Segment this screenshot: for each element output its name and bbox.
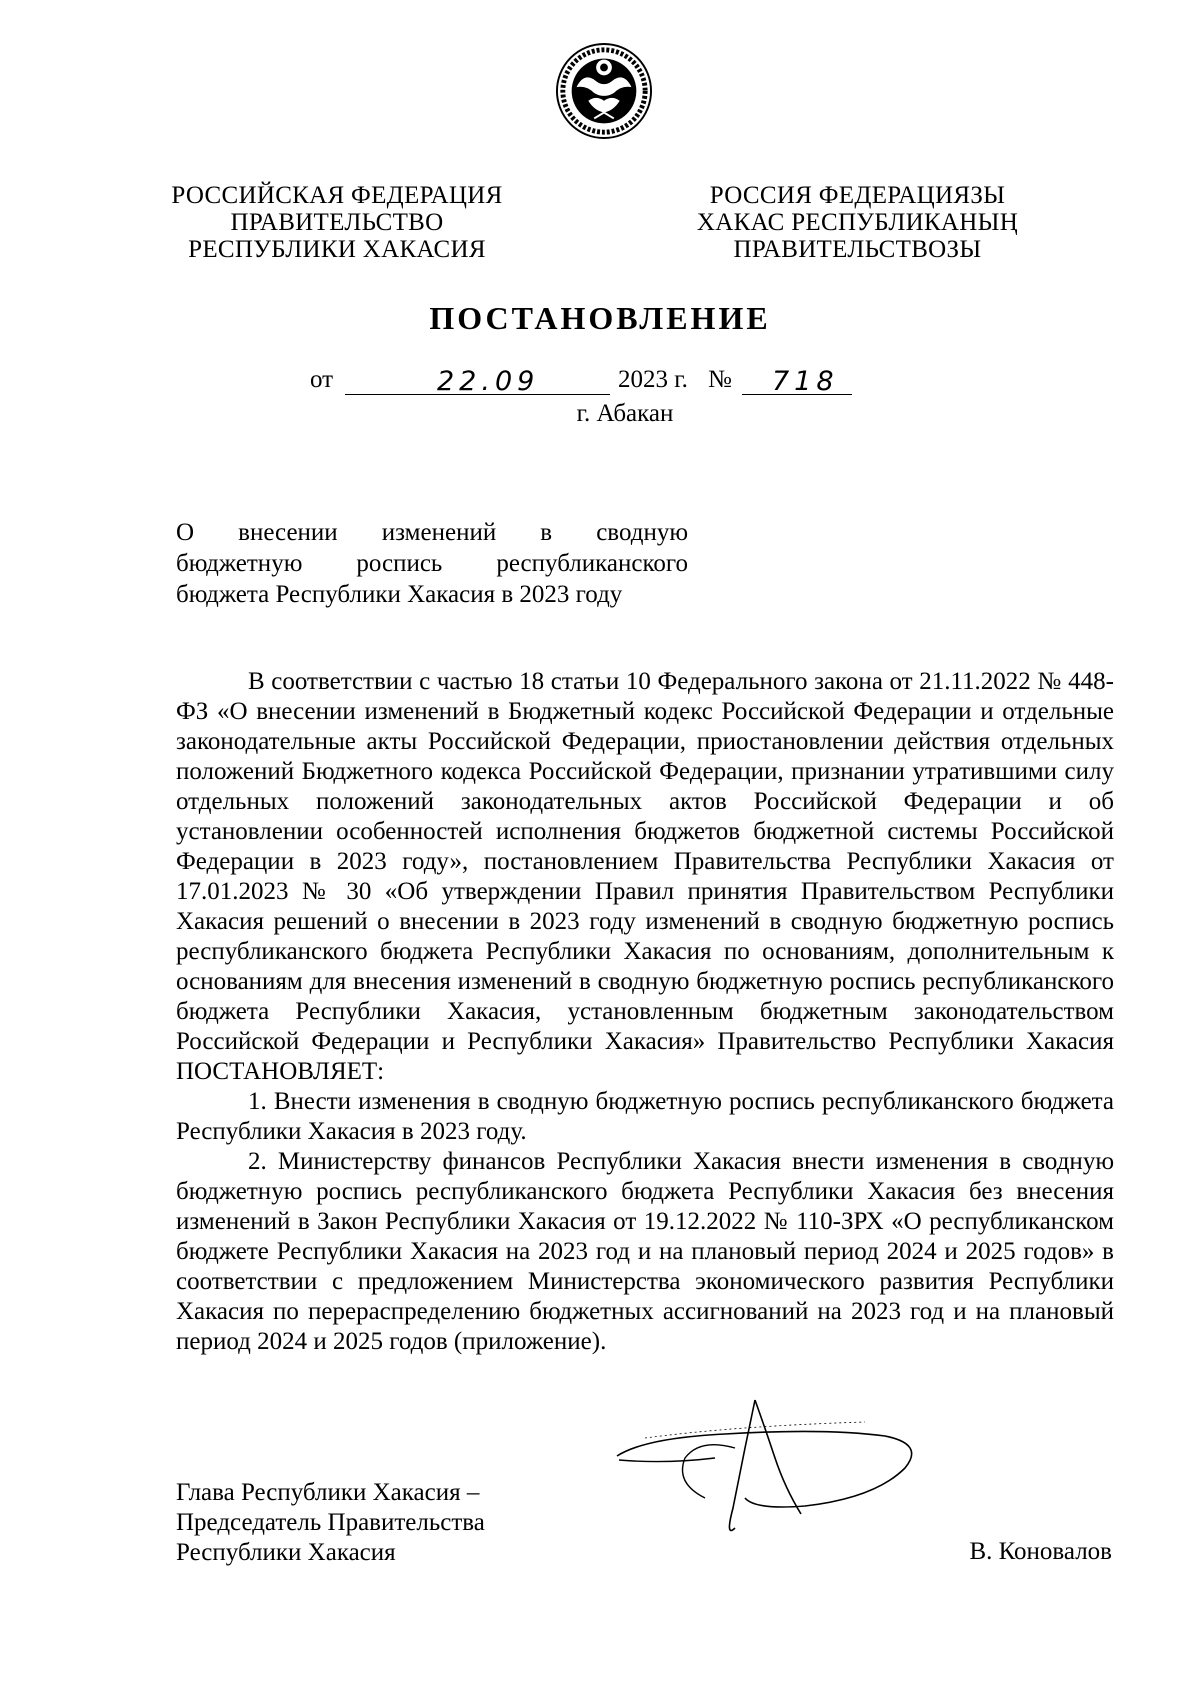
signatory-line-1: Глава Республики Хакасия –: [176, 1479, 480, 1506]
header-right-line-1: РОССИЯ ФЕДЕРАЦИЯЗЫ: [709, 182, 1006, 209]
subject-line-1: О внесении изменений в сводную: [176, 519, 688, 546]
item-1-paragraph: 1. Внести изменения в сводную бюджетную роспись республиканского бюджета Республики Хакасия в 2023 году.: [176, 1088, 1114, 1145]
header-left-line-3: РЕСПУБЛИКИ ХАКАСИЯ: [188, 236, 486, 263]
subject-line-2: бюджетную роспись республиканского: [176, 550, 688, 577]
year-label: 2023 г.: [618, 366, 688, 393]
date-from-label: от: [310, 366, 334, 393]
subject-line-3: бюджета Республики Хакасия в 2023 году: [176, 581, 623, 608]
date-handwritten: 22.09: [437, 366, 540, 397]
header-right-line-2: ХАКАС РЕСПУБЛИКАНЫҢ: [696, 209, 1019, 236]
number-label: №: [708, 366, 732, 393]
header-right-line-3: ПРАВИТЕЛЬСТВОЗЫ: [733, 236, 982, 263]
subject-block: [176, 517, 688, 610]
header-left-line-1: РОССИЙСКАЯ ФЕДЕРАЦИЯ: [171, 182, 503, 209]
document-body: [176, 667, 1114, 1357]
item-2-paragraph: 2. Министерству финансов Республики Хакасия внести изменения в сводную бюджетную роспись республиканского бюджета Республики Хакасия без внесения изменений в Закон Республики Хакасия от 19.12.2022 № 110-ЗРХ «О республиканском бюджете Республики Хакасия на 2023 год и на плановый период 2024 и 2025 годов» в соответствии с предложением Министерства экономического развития Республики Хакасия по перераспределению бюджетных ассигнований на 2023 год и на плановый период 2024 и 2025 годов (приложение).: [176, 1148, 1114, 1355]
number-underline: [742, 366, 852, 395]
city: г. Абакан: [576, 400, 674, 427]
signatory-position: [176, 1478, 485, 1568]
preamble-paragraph: В соответствии с частью 18 статьи 10 Федерального закона от 21.11.2022 № 448-ФЗ «О внесении изменений в Бюджетный кодекс Российской Федерации и отдельные законодательные акты Российской Федерации, приостановлении действия отдельных положений Бюджетного кодекса Российской Федерации, признании утратившими силу отдельных положений законодательных актов Российской Федерации и об установлении особенностей исполнения бюджетов бюджетной системы Российской Федерации в 2023 году», постановлением Правительства Республики Хакасия от 17.01.2023 № 30 «Об утверждении Правил принятия Правительством Республики Хакасия решений о внесении в 2023 году изменений в сводную бюджетную роспись республиканского бюджета Республики Хакасия по основаниям, дополнительным к основаниям для внесения изменений в сводную бюджетную роспись республиканского бюджета Республики Хакасия, установленным бюджетным законодательством Российской Федерации и Республики Хакасия» Правительство Республики Хакасия ПОСТАНОВЛЯЕТ:: [176, 668, 1114, 1085]
header-left: [147, 182, 527, 263]
signatory-line-2: Председатель Правительства: [176, 1509, 485, 1536]
signer-name: В. Коновалов: [969, 1538, 1112, 1565]
header-left-line-2: ПРАВИТЕЛЬСТВО: [230, 209, 444, 236]
document-title: ПОСТАНОВЛЕНИЕ: [429, 300, 771, 336]
date-underline: [345, 366, 610, 395]
coat-of-arms-icon: [555, 42, 653, 140]
header-right: [675, 182, 1040, 263]
dateline: [310, 366, 900, 400]
signature-icon: [605, 1388, 945, 1548]
signatory-line-3: Республики Хакасия: [176, 1539, 396, 1566]
number-handwritten: 718: [772, 366, 839, 397]
